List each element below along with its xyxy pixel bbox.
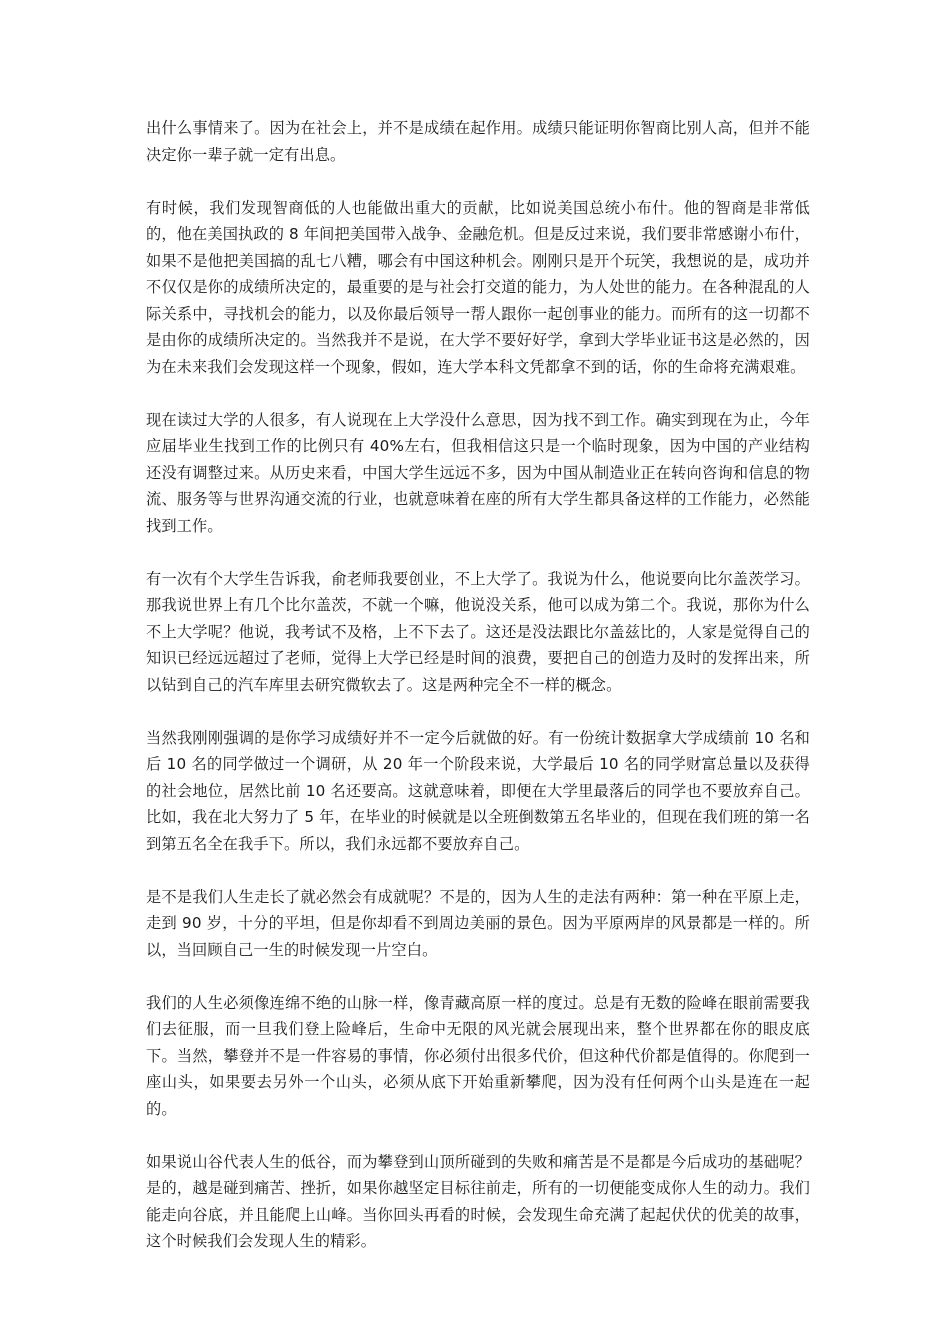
paragraph-1: 出什么事情来了。因为在社会上，并不是成绩在起作用。成绩只能证明你智商比别人高，但并不能决定你一辈子就一定有出息。: [146, 119, 810, 164]
paragraph-4: 有一次有个大学生告诉我，俞老师我要创业，不上大学了。我说为什么，他说要向比尔盖茨学习。那我说世界上有几个比尔盖茨，不就一个嘛，他说没关系，他可以成为第二个。我说，那你为什么不上大学呢？他说，我考试不及格，上不下去了。这还是没法跟比尔盖兹比的，人家是觉得自己的知识已经远远超过了老师，觉得上大学已经是时间的浪费，要把自己的创造力及时的发挥出来，所以钻到自己的汽车库里去研究微软去了。这是两种完全不一样的概念。: [146, 569, 810, 694]
paragraph-5: 当然我刚刚强调的是你学习成绩好并不一定今后就做的好。有一份统计数据拿大学成绩前 10 名和后 10 名的同学做过一个调研，从 20 年一个阶段来说，大学最后 10 名的同学财富总量以及获得的社会地位，居然比前 10 名还要高。这就意味着，即便在大学里最落后的同学也不要放弃自己。比如，我在北大努力了 5 年，在毕业的时候就是以全班倒数第五名毕业的，但现在我们班的第一名到第五名全在我手下。所以，我们永远都不要放弃自己。: [146, 728, 810, 853]
paragraph-8: 如果说山谷代表人生的低谷，而为攀登到山顶所碰到的失败和痛苦是不是都是今后成功的基础呢？是的，越是碰到痛苦、挫折，如果你越坚定目标往前走，所有的一切便能变成你人生的动力。我们能走向谷底，并且能爬上山峰。当你回头再看的时候，会发现生命充满了起起伏伏的优美的故事，这个时候我们会发现人生的精彩。: [146, 1152, 810, 1250]
paragraph-7: 我们的人生必须像连绵不绝的山脉一样，像青藏高原一样的度过。总是有无数的险峰在眼前需要我们去征服，而一旦我们登上险峰后，生命中无限的风光就会展现出来，整个世界都在你的眼皮底下。当然，攀登并不是一件容易的事情，你必须付出很多代价，但这种代价都是值得的。你爬到一座山头，如果要去另外一个山头，必须从底下开始重新攀爬，因为没有任何两个山头是连在一起的。: [146, 993, 810, 1118]
document-body: [146, 115, 810, 1281]
paragraph-3: 现在读过大学的人很多，有人说现在上大学没什么意思，因为找不到工作。确实到现在为止，今年应届毕业生找到工作的比例只有 40%左右，但我相信这只是一个临时现象，因为中国的产业结构还没有调整过来。从历史来看，中国大学生远远不多，因为中国从制造业正在转向咨询和信息的物流、服务等与世界沟通交流的行业，也就意味着在座的所有大学生都具备这样的工作能力，必然能找到工作。: [146, 410, 810, 535]
paragraph-2: 有时候，我们发现智商低的人也能做出重大的贡献，比如说美国总统小布什。他的智商是非常低的，他在美国执政的 8 年间把美国带入战争、金融危机。但是反过来说，我们要非常感谢小布什，如果不是他把美国搞的乱七八糟，哪会有中国这种机会。刚刚只是开个玩笑，我想说的是，成功并不仅仅是你的成绩所决定的，最重要的是与社会打交道的能力，为人处世的能力。在各种混乱的人际关系中，寻找机会的能力，以及你最后领导一帮人跟你一起创事业的能力。而所有的这一切都不是由你的成绩所决定的。当然我并不是说，在大学不要好好学，拿到大学毕业证书这是必然的，因为在未来我们会发现这样一个现象，假如，连大学本科文凭都拿不到的话，你的生命将充满艰难。: [146, 198, 810, 376]
paragraph-6: 是不是我们人生走长了就必然会有成就呢？不是的，因为人生的走法有两种：第一种在平原上走，走到 90 岁，十分的平坦，但是你却看不到周边美丽的景色。因为平原两岸的风景都是一样的。所以，当回顾自己一生的时候发现一片空白。: [146, 887, 810, 959]
